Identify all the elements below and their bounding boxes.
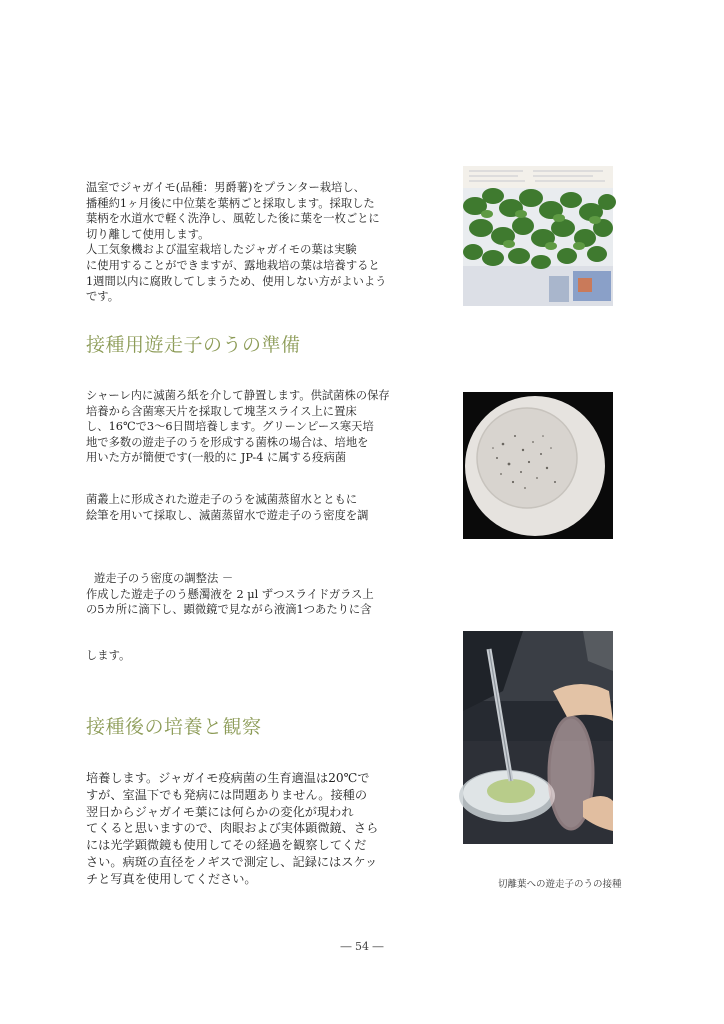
text-line: の5カ所に滴下し、顕微鏡で見ながら液滴1つあたりに含 bbox=[86, 603, 372, 617]
paragraph-leaf-preparation bbox=[86, 180, 387, 305]
heading-culture-and-observation: 接種後の培養と観察 bbox=[86, 716, 262, 738]
photo-potato-leaves bbox=[463, 166, 613, 306]
text-line: すが、室温下でも発病には問題ありません。接種の bbox=[86, 787, 368, 802]
paragraph-density-end bbox=[86, 648, 358, 664]
text-line: 菌叢上に形成された遊走子のうを滅菌蒸留水とともに bbox=[86, 493, 358, 506]
text-line: 人工気象機および温室栽培したジャガイモの葉は実験 bbox=[86, 243, 357, 257]
text-line: 培養から含菌寒天片を採取して塊茎スライス上に置床 bbox=[86, 404, 357, 418]
text-line: 地で多数の遊走子のうを形成する菌株の場合は、培地を bbox=[86, 435, 369, 449]
text-line: には光学顕微鏡も使用してその経過を観察してくだ bbox=[86, 838, 367, 853]
photo-caption: 切離葉への遊走子のうの接種 bbox=[498, 879, 622, 890]
page-number: ― 54 ― bbox=[340, 940, 384, 953]
text-line: シャーレ内に滅菌ろ紙を介して静置します。供試菌株の保存 bbox=[86, 389, 390, 402]
text-line: に使用することができますが、露地栽培の葉は培養すると bbox=[86, 258, 380, 272]
text-line: 作成した遊走子のう懸濁液を 2 μl ずつスライドガラス上 bbox=[86, 587, 374, 601]
text-line: します。 bbox=[86, 649, 131, 662]
text-line: 切り離して使用します。 bbox=[86, 227, 210, 241]
paragraph-density-method bbox=[86, 571, 374, 618]
text-line: さい。病斑の直径をノギスで測定し、記録にはスケッ bbox=[86, 854, 378, 869]
text-line: 葉柄を水道水で軽く洗浄し、風乾した後に葉を一枚ごとに bbox=[86, 212, 380, 226]
text-line: 遊走子のう密度の調整法 － bbox=[94, 572, 234, 585]
text-line: し、16℃で3～6日間培養します。グリーンピース寒天培 bbox=[86, 420, 374, 434]
text-line: 絵筆を用いて採取し、滅菌蒸留水で遊走子のう密度を調 bbox=[86, 508, 369, 522]
photo-microscope-view bbox=[463, 392, 613, 539]
text-line: です。 bbox=[86, 290, 119, 304]
heading-zoosporangia-preparation: 接種用遊走子のうの準備 bbox=[86, 334, 301, 356]
text-line: チと写真を使用してください。 bbox=[86, 871, 257, 886]
text-line: 翌日からジャガイモ葉には何らかの変化が現われ bbox=[86, 804, 354, 819]
text-line: てくると思いますので、肉眼および実体顕微鏡、さら bbox=[86, 821, 379, 836]
microscope-view-image bbox=[463, 392, 613, 539]
text-line: 1週間以内に腐敗してしまうため、使用しない方がよいよう bbox=[86, 274, 387, 288]
text-line: 温室でジャガイモ(品種：男爵薯)をプランター栽培し、 bbox=[86, 181, 365, 194]
potato-leaves-image bbox=[463, 166, 613, 306]
photo-inoculation bbox=[463, 631, 613, 844]
paragraph-observation bbox=[86, 770, 379, 888]
text-line: 培養します。ジャガイモ疫病菌の生育適温は20℃で bbox=[86, 771, 370, 785]
paragraph-culture bbox=[86, 388, 390, 466]
inoculation-image bbox=[463, 631, 613, 844]
text-line: 用いた方が簡便です(一般的に JP-4 に属する疫病菌 bbox=[86, 451, 347, 465]
text-line: 播種約1ヶ月後に中位葉を葉柄ごと採取します。採取した bbox=[86, 196, 375, 210]
paragraph-collection bbox=[86, 492, 369, 523]
